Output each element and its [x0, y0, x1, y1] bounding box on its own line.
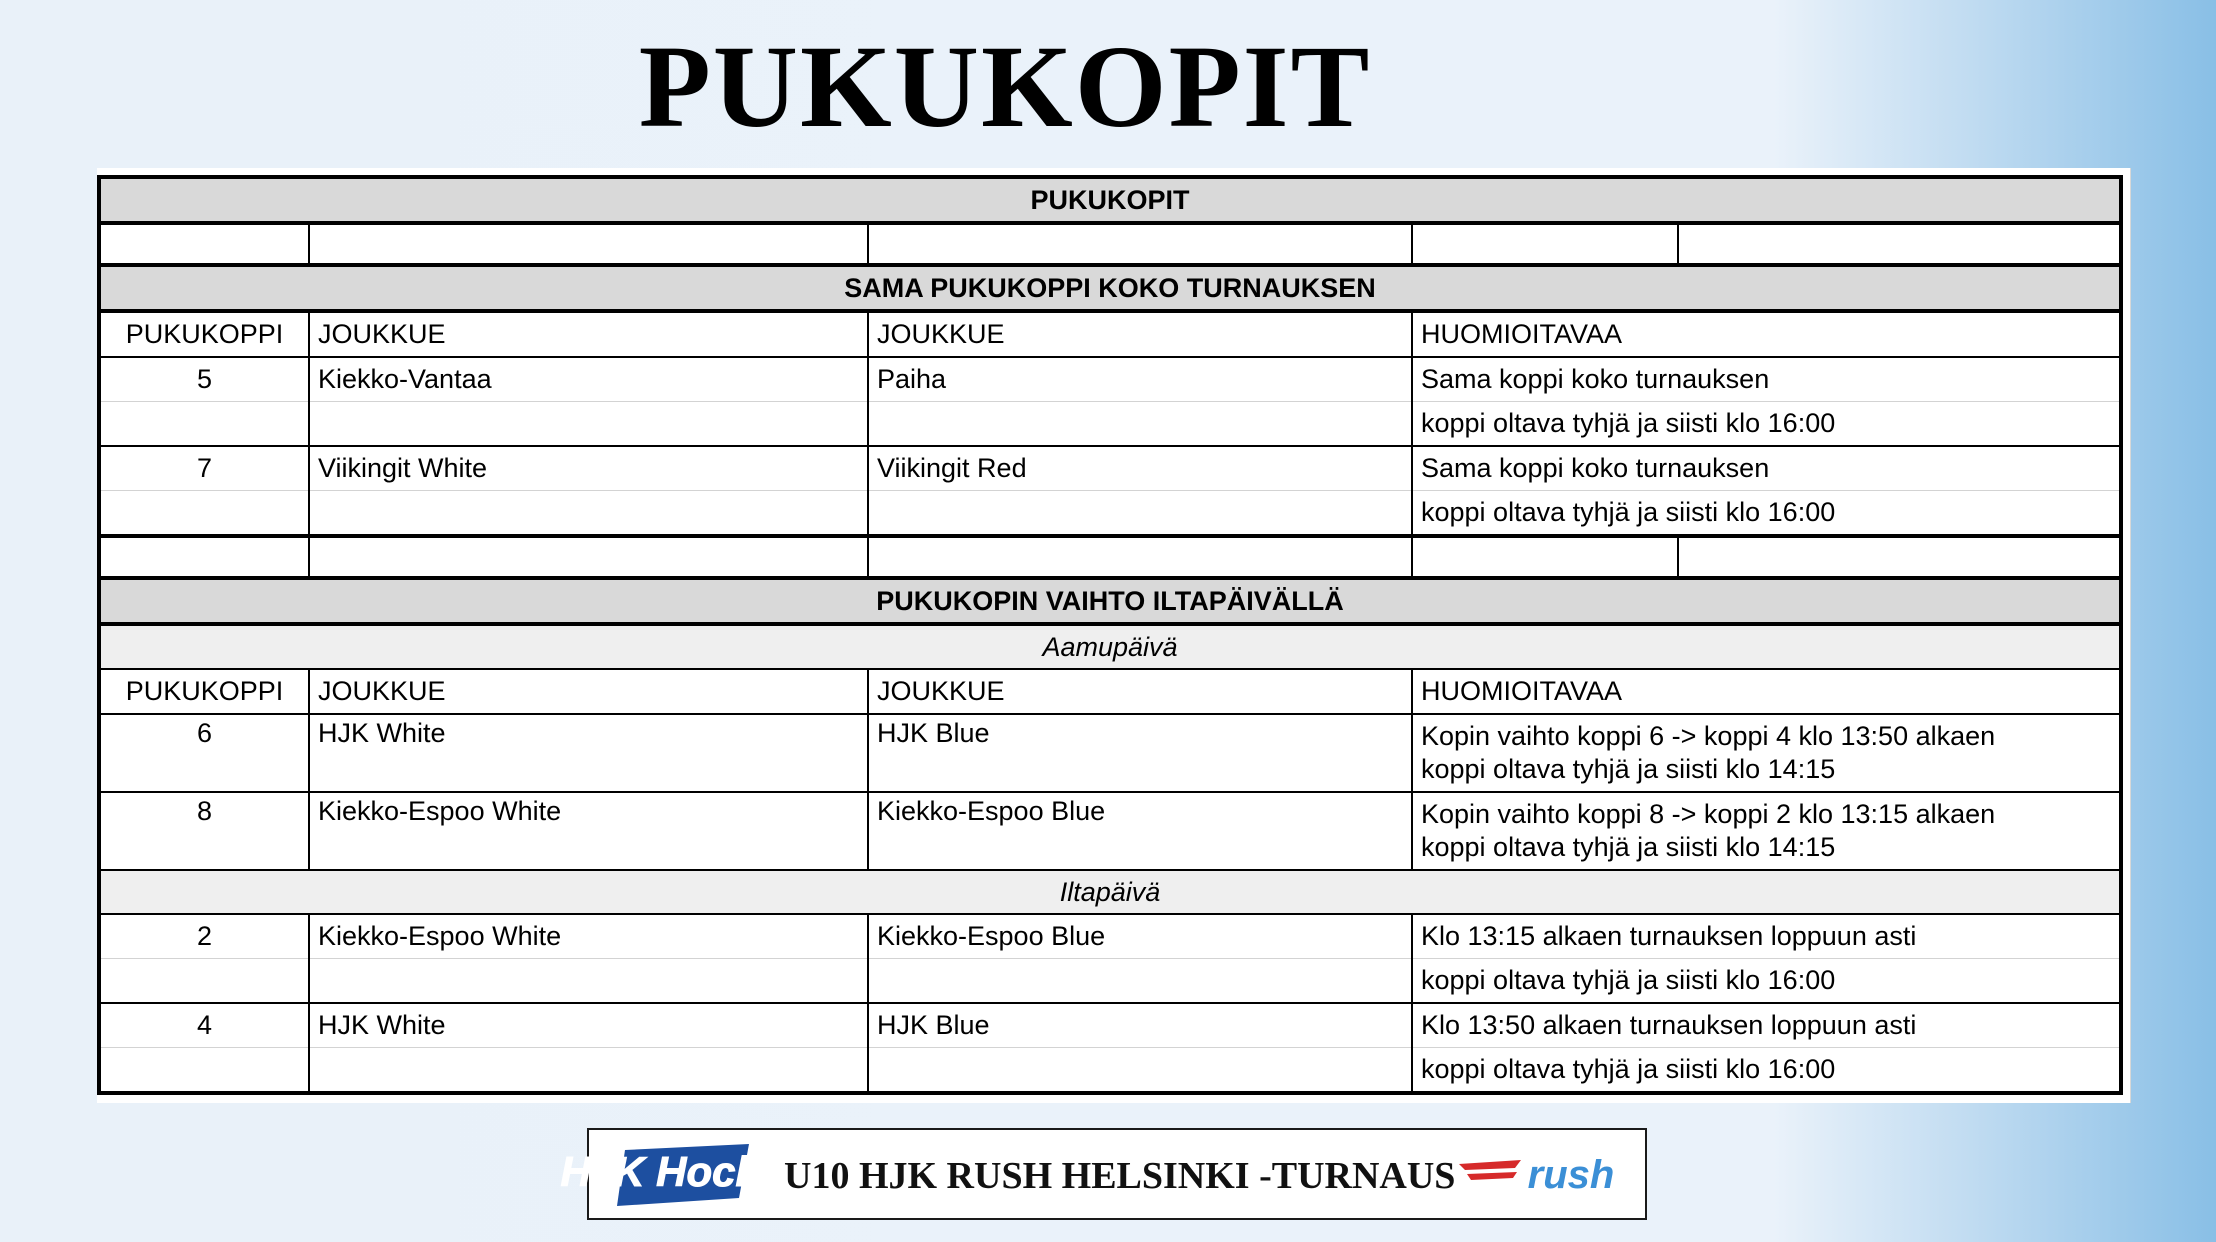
- hjk-logo-text: HJK Hockey: [560, 1148, 806, 1195]
- spreadsheet: [97, 168, 2131, 1103]
- column-header-team: JOUKKUE: [868, 311, 1412, 357]
- note-line: Kopin vaihto koppi 6 -> koppi 4 klo 13:50 alkaen: [1421, 721, 1996, 751]
- note: Klo 13:50 alkaen turnauksen loppuun asti: [1412, 1003, 2121, 1048]
- note: koppi oltava tyhjä ja siisti klo 16:00: [1412, 402, 2121, 447]
- section-1-title: SAMA PUKUKOPPI KOKO TURNAUKSEN: [99, 265, 2121, 311]
- note-line: koppi oltava tyhjä ja siisti klo 14:15: [1421, 754, 1836, 784]
- column-header-notes: HUOMIOITAVAA: [1412, 669, 2121, 714]
- table-row: [99, 491, 2121, 537]
- team-name: Kiekko-Espoo White: [309, 792, 868, 870]
- room-number: 4: [99, 1003, 309, 1048]
- table-row: [99, 446, 2121, 491]
- column-header-room: PUKUKOPPI: [99, 669, 309, 714]
- note: koppi oltava tyhjä ja siisti klo 16:00: [1412, 1048, 2121, 1094]
- morning-label: Aamupäivä: [99, 624, 2121, 669]
- table-row: [99, 1048, 2121, 1094]
- table-row: [99, 792, 2121, 870]
- section-2-header-row: [99, 669, 2121, 714]
- team-name: Paiha: [868, 357, 1412, 402]
- team-name: HJK Blue: [868, 1003, 1412, 1048]
- note: Klo 13:15 alkaen turnauksen loppuun asti: [1412, 914, 2121, 959]
- note-line: koppi oltava tyhjä ja siisti klo 14:15: [1421, 832, 1836, 862]
- room-number: 5: [99, 357, 309, 402]
- note-line: Kopin vaihto koppi 8 -> koppi 2 klo 13:15 alkaen: [1421, 799, 1996, 829]
- note: koppi oltava tyhjä ja siisti klo 16:00: [1412, 959, 2121, 1004]
- room-number: 7: [99, 446, 309, 491]
- room-number: 6: [99, 714, 309, 792]
- table-title: PUKUKOPIT: [99, 177, 2121, 223]
- note: [1412, 714, 2121, 792]
- note: Sama koppi koko turnauksen: [1412, 357, 2121, 402]
- tournament-banner: [560, 1128, 1647, 1220]
- section-1-header-row: [99, 311, 2121, 357]
- locker-room-table: [97, 175, 2123, 1095]
- note: [1412, 792, 2121, 870]
- room-number: 8: [99, 792, 309, 870]
- note: koppi oltava tyhjä ja siisti klo 16:00: [1412, 491, 2121, 537]
- column-header-room: PUKUKOPPI: [99, 311, 309, 357]
- rush-logo: [1457, 1148, 1627, 1204]
- table-row: [99, 914, 2121, 959]
- team-name: Kiekko-Espoo White: [309, 914, 868, 959]
- note: Sama koppi koko turnauksen: [1412, 446, 2121, 491]
- team-name: Kiekko-Espoo Blue: [868, 792, 1412, 870]
- column-header-team: JOUKKUE: [309, 311, 868, 357]
- hjk-hockey-logo: [560, 1140, 806, 1212]
- team-name: HJK Blue: [868, 714, 1412, 792]
- team-name: Kiekko-Vantaa: [309, 357, 868, 402]
- team-name: Viikingit Red: [868, 446, 1412, 491]
- tournament-name: U10 HJK RUSH HELSINKI -TURNAUS: [784, 1155, 1456, 1197]
- room-number: 2: [99, 914, 309, 959]
- team-name: HJK White: [309, 714, 868, 792]
- page-title: PUKUKOPIT: [638, 21, 1372, 152]
- team-name: Viikingit White: [309, 446, 868, 491]
- column-header-team: JOUKKUE: [868, 669, 1412, 714]
- afternoon-label: Iltapäivä: [99, 870, 2121, 914]
- column-header-team: JOUKKUE: [309, 669, 868, 714]
- table-row: [99, 714, 2121, 792]
- section-2-title: PUKUKOPIN VAIHTO ILTAPÄIVÄLLÄ: [99, 578, 2121, 624]
- table-row: [99, 357, 2121, 402]
- team-name: HJK White: [309, 1003, 868, 1048]
- table-row: [99, 402, 2121, 447]
- table-row: [99, 1003, 2121, 1048]
- rush-logo-text: rush: [1527, 1153, 1615, 1197]
- table-row: [99, 959, 2121, 1004]
- column-header-notes: HUOMIOITAVAA: [1412, 311, 2121, 357]
- team-name: Kiekko-Espoo Blue: [868, 914, 1412, 959]
